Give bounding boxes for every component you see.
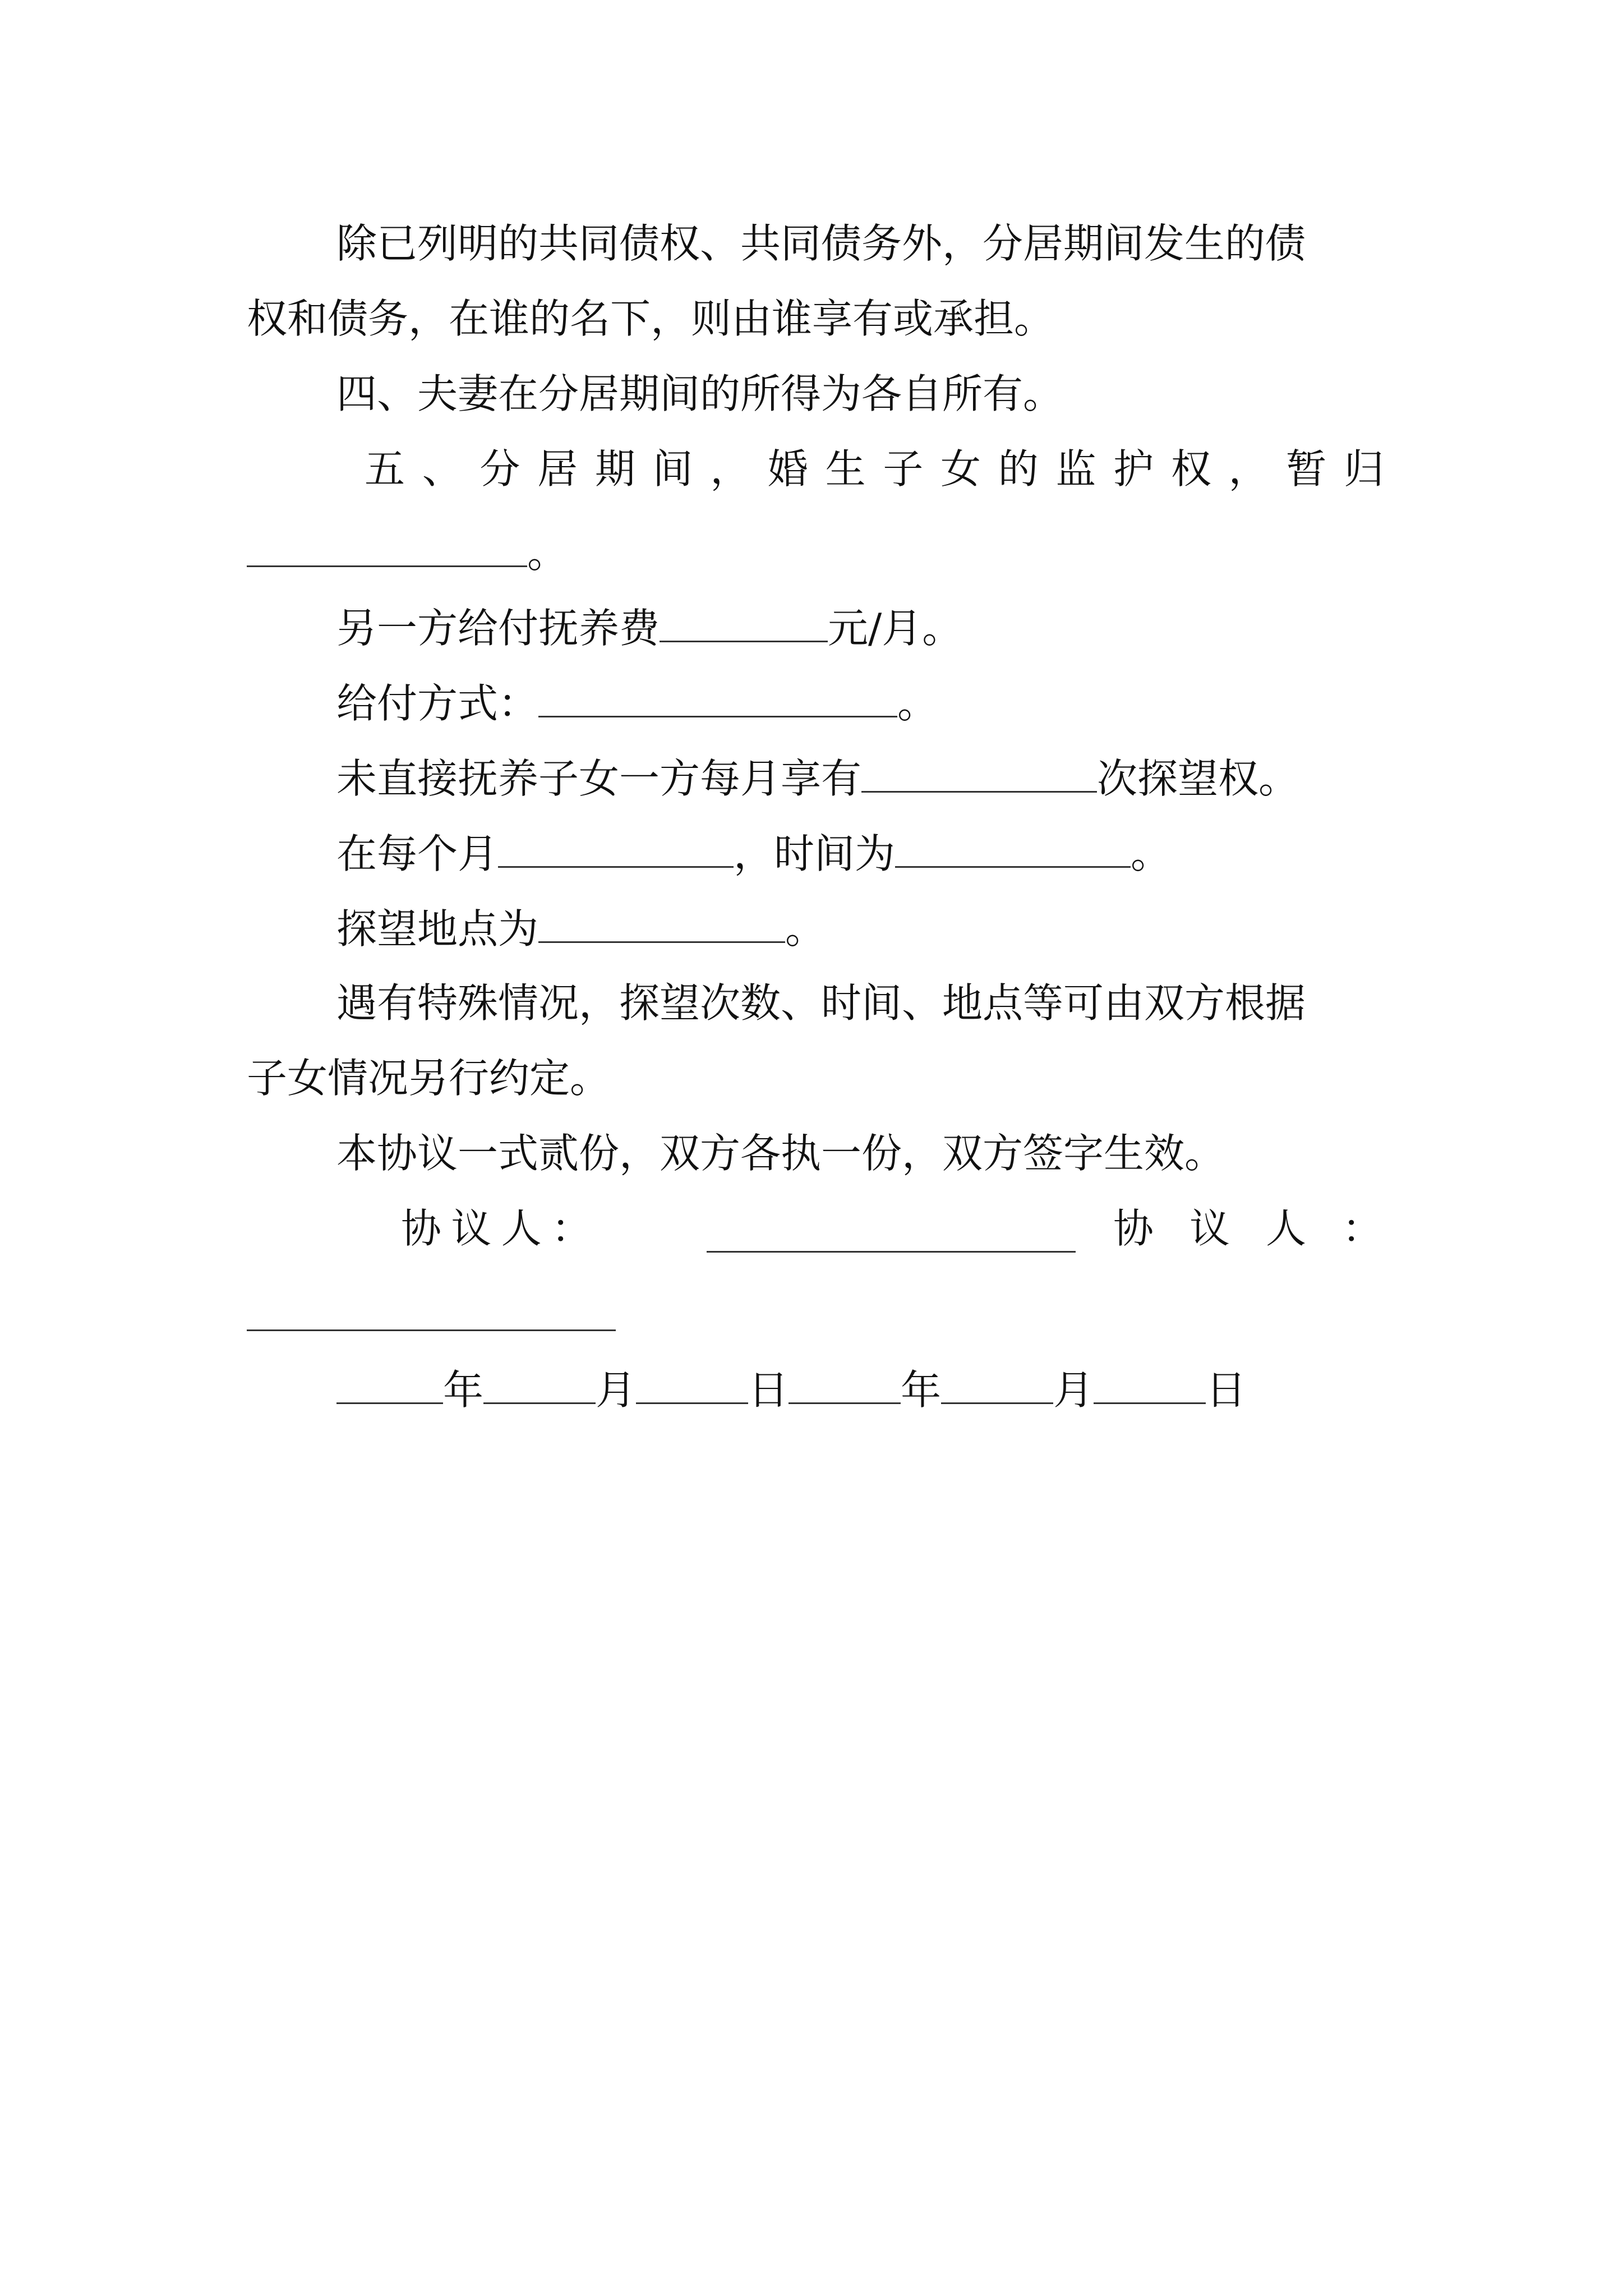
paragraph-visit-place: 探望地点为 。 xyxy=(336,905,826,953)
visitation-count-blank[interactable] xyxy=(861,757,1097,793)
paragraph-debts-line1: 除已列明的共同债权、共同债务外，分居期间发生的债 xyxy=(336,220,1306,267)
signature-blank-right[interactable] xyxy=(247,1329,616,1331)
paragraph-custody: 五 、 分 居 期 间 ， 婚 生 子 女 的 监 护 权 ， 暂 归 xyxy=(365,445,1384,493)
date-month-blank-right[interactable] xyxy=(941,1369,1053,1404)
support-fee-blank[interactable] xyxy=(660,607,828,642)
custody-blank-line: 。 xyxy=(247,532,568,573)
visit-day-blank[interactable] xyxy=(498,832,734,868)
visit-time-blank[interactable] xyxy=(895,832,1131,868)
date-year-blank-right[interactable] xyxy=(789,1369,901,1404)
payment-method-blank[interactable] xyxy=(538,682,897,717)
signatory-label-right: 协 议 人 ： xyxy=(1113,1205,1382,1252)
paragraph-support-fee: 另一方给付抚养费 元/月。 xyxy=(336,605,963,652)
paragraph-debts-line2: 权和债务，在谁的名下，则由谁享有或承担。 xyxy=(247,295,1055,342)
visit-place-blank[interactable] xyxy=(538,908,785,943)
paragraph-income: 四、夫妻在分居期间的所得为各自所有。 xyxy=(336,370,1064,417)
date-day-blank-right[interactable] xyxy=(1094,1369,1206,1404)
custody-holder-blank[interactable] xyxy=(247,532,527,567)
paragraph-payment-method: 给付方式： 。 xyxy=(336,680,938,727)
paragraph-copies: 本协议一式贰份，双方各执一份，双方签字生效。 xyxy=(336,1130,1225,1177)
paragraph-special-line1: 遇有特殊情况，探望次数、时间、地点等可由双方根据 xyxy=(336,979,1306,1027)
signatory-label-left: 协 议 人 ： xyxy=(401,1205,592,1252)
date-day-blank-left[interactable] xyxy=(636,1369,748,1404)
date-month-blank-left[interactable] xyxy=(483,1369,596,1404)
date-year-blank-left[interactable] xyxy=(336,1369,443,1404)
paragraph-visitation: 未直接抚养子女一方每月享有 次探望权。 xyxy=(336,755,1299,802)
signature-dates: 年 月 日 年 月 日 xyxy=(336,1369,1246,1410)
paragraph-visit-time: 在每个月 ，时间为 。 xyxy=(336,830,1172,877)
signature-blank-left[interactable] xyxy=(707,1251,1076,1253)
paragraph-special-line2: 子女情况另行约定。 xyxy=(247,1055,611,1102)
